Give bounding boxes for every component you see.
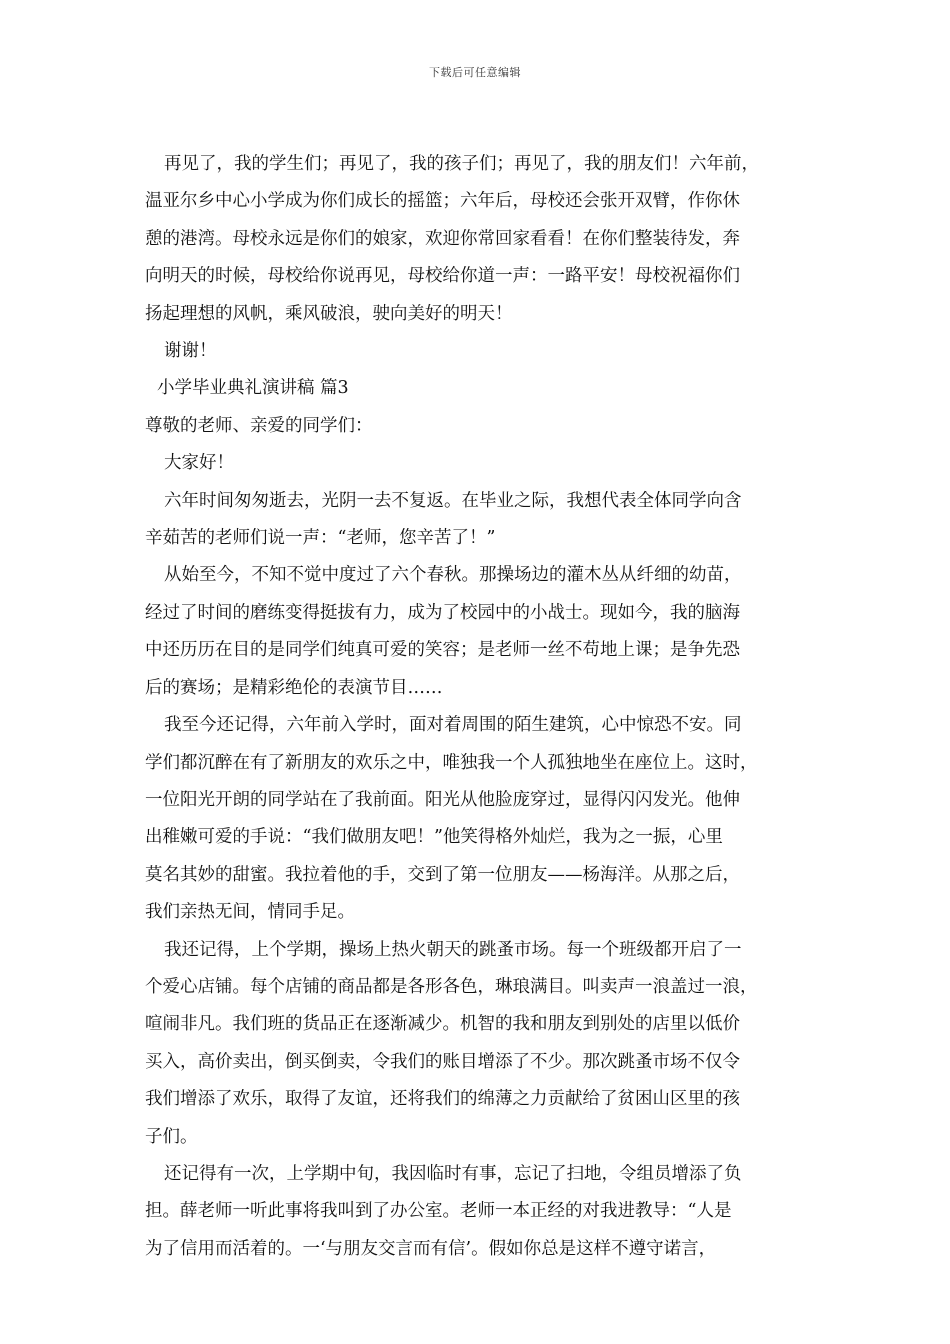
paragraph-line: 再见了，我的学生们；再见了，我的孩子们；再见了，我的朋友们！六年前， — [164, 154, 759, 174]
paragraph-line: 从始至今，不知不觉中度过了六个春秋。那操场边的灌木丛从纤细的幼苗， — [164, 565, 742, 586]
paragraph-line: 出稚嫩可爱的手说：“我们做朋友吧！”他笑得格外灿烂，我为之一振，心里 — [145, 827, 723, 848]
salutation: 尊敬的老师、亲爱的同学们： — [145, 415, 373, 436]
paragraph-line: 经过了时间的磨练变得挺拔有力，成为了校园中的小战士。现如今，我的脑海 — [145, 602, 740, 623]
paragraph-line: 谢谢！ — [164, 341, 217, 362]
paragraph-line: 我们亲热无间，情同手足。 — [145, 902, 355, 923]
paragraph-line: 我们增添了欢乐，取得了友谊，还将我们的绵薄之力贡献给了贫困山区里的孩 — [145, 1089, 740, 1110]
paragraph-line: 六年时间匆匆逝去，光阴一去不复返。在毕业之际，我想代表全体同学向含 — [164, 490, 742, 511]
paragraph-line: 还记得有一次，上学期中旬，我因临时有事，忘记了扫地，令组员增添了负 — [164, 1163, 742, 1184]
section-title: 小学毕业典礼演讲稿 篇3 — [157, 378, 349, 399]
paragraph-line: 担。薛老师一听此事将我叫到了办公室。老师一本正经的对我进教导：“人是 — [145, 1201, 732, 1222]
paragraph-line: 子们。 — [145, 1126, 198, 1147]
download-note: 下载后可任意编辑 — [429, 66, 521, 79]
paragraph-line: 中还历历在目的是同学们纯真可爱的笑容；是老师一丝不苟地上课；是争先恐 — [145, 640, 740, 661]
paragraph-line: 我至今还记得，六年前入学时，面对着周围的陌生建筑，心中惊恐不安。同 — [164, 715, 742, 736]
document-body — [145, 146, 805, 1268]
paragraph-line: 一位阳光开朗的同学站在了我前面。阳光从他脸庞穿过，显得闪闪发光。他伸 — [145, 789, 740, 810]
paragraph-line: 向明天的时候，母校给你说再见，母校给你道一声：一路平安！母校祝福你们 — [145, 266, 740, 287]
paragraph-line: 辛茹苦的老师们说一声：“老师，您辛苦了！” — [145, 528, 496, 549]
paragraph-line: 温亚尔乡中心小学成为你们成长的摇篮；六年后，母校还会张开双臂，作你休 — [145, 191, 740, 212]
greeting: 大家好！ — [164, 453, 234, 474]
paragraph-line: 学们都沉醉在有了新朋友的欢乐之中，唯独我一个人孤独地坐在座位上。这时， — [145, 752, 758, 773]
paragraph-line: 为了信用而活着的。一‘与朋友交言而有信’。假如你总是这样不遵守诺言， — [145, 1238, 717, 1259]
paragraph-line: 后的赛场；是精彩绝伦的表演节目…… — [145, 677, 443, 698]
paragraph-line: 莫名其妙的甜蜜。我拉着他的手，交到了第一位朋友——杨海洋。从那之后， — [145, 864, 740, 885]
paragraph-line: 个爱心店铺。每个店铺的商品都是各形各色，琳琅满目。叫卖声一浪盖过一浪， — [145, 976, 758, 997]
paragraph-line: 憩的港湾。母校永远是你们的娘家，欢迎你常回家看看！在你们整装待发，奔 — [145, 228, 740, 249]
paragraph-line: 买入，高价卖出，倒买倒卖，令我们的账目增添了不少。那次跳蚤市场不仅令 — [145, 1051, 740, 1072]
paragraph-line: 扬起理想的风帆，乘风破浪，驶向美好的明天！ — [145, 303, 513, 324]
paragraph-line: 喧闹非凡。我们班的货品正在逐渐减少。机智的我和朋友到别处的店里以低价 — [145, 1014, 740, 1035]
paragraph-line: 我还记得，上个学期，操场上热火朝天的跳蚤市场。每一个班级都开启了一 — [164, 939, 742, 960]
